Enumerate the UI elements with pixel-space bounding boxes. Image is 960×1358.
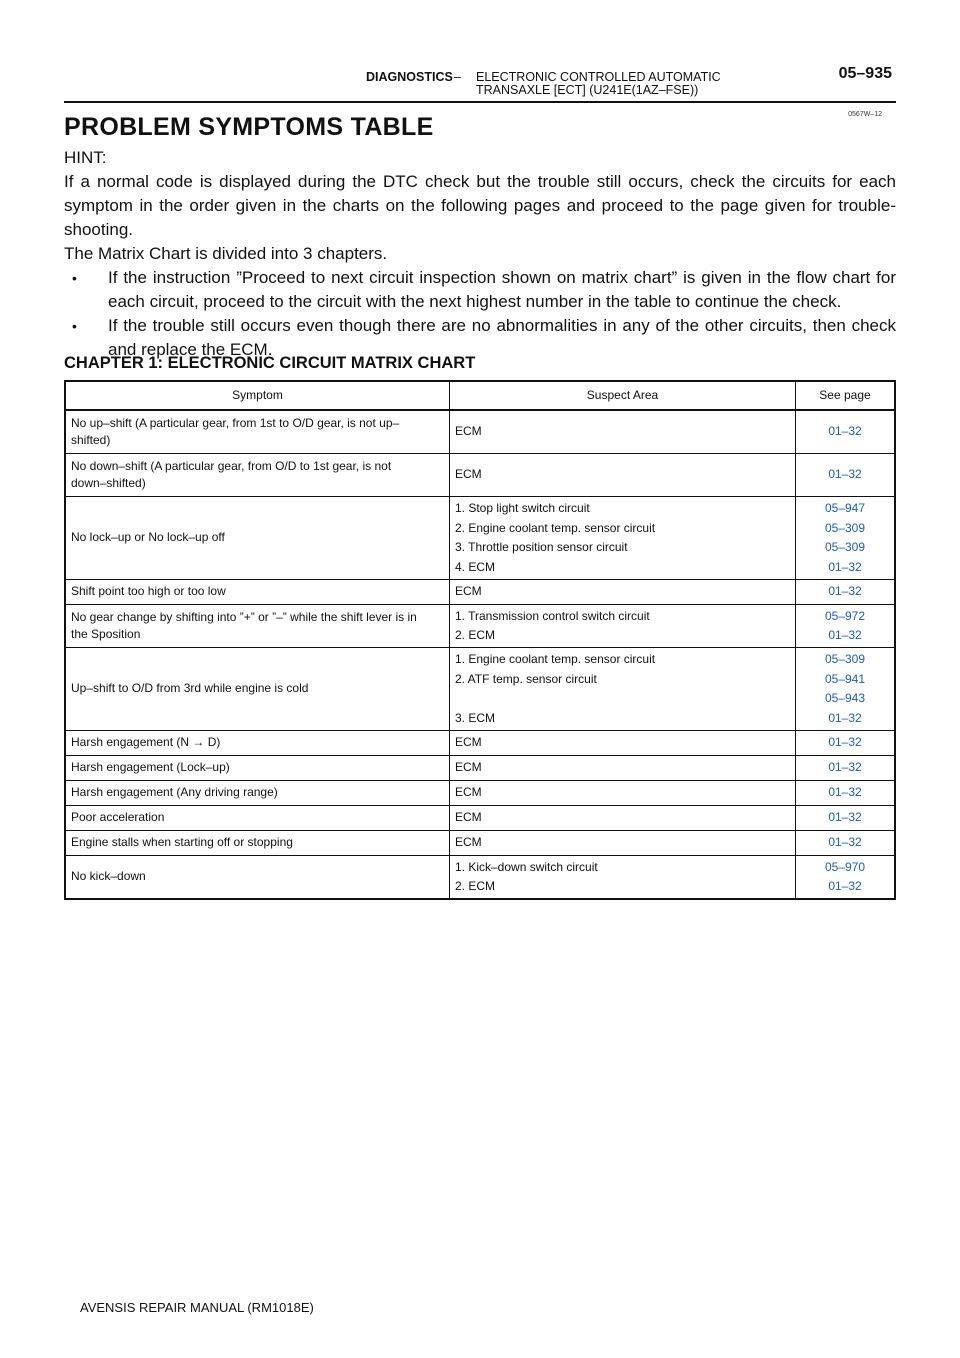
see-page-cell — [796, 454, 896, 497]
see-page-cell — [796, 806, 896, 831]
table-row — [65, 731, 895, 756]
bullet-icon: • — [72, 318, 77, 334]
see-page-cell — [796, 580, 896, 605]
page-reference-link[interactable]: 05–943 — [824, 691, 866, 705]
page-reference-link[interactable]: 01–32 — [828, 559, 862, 574]
symptom-text: shifted) — [71, 433, 111, 447]
suspect-area-text: ECM — [455, 467, 482, 482]
symptom-text: No lock–up or No lock–up off — [71, 530, 225, 545]
suspect-area-text: 3. ECM — [455, 710, 496, 725]
suspect-area-cell — [450, 605, 796, 648]
suspect-area-text: 3. Throttle position sensor circuit — [455, 540, 628, 554]
page-reference-link[interactable]: 05–941 — [824, 671, 866, 686]
suspect-area-cell — [450, 580, 796, 605]
symptom-cell — [65, 756, 450, 781]
suspect-area-text: ECM — [455, 785, 482, 800]
symptom-text: down–shifted) — [71, 476, 146, 490]
page-reference-link[interactable]: 01–32 — [828, 810, 862, 825]
symptom-cell — [65, 410, 450, 454]
suspect-area-cell — [450, 831, 796, 856]
page-footer: AVENSIS REPAIR MANUAL (RM1018E) — [80, 1300, 314, 1315]
see-page-cell — [796, 831, 896, 856]
symptom-text: Engine stalls when starting off or stopping — [71, 835, 293, 850]
matrix-intro: The Matrix Chart is divided into 3 chapters. — [64, 244, 388, 263]
symptom-text: Harsh engagement (Any driving range) — [71, 785, 278, 800]
table-row — [65, 648, 895, 731]
see-page-cell — [796, 731, 896, 756]
suspect-area-text: 4. ECM — [455, 559, 496, 574]
suspect-area-text: 2. ATF temp. sensor circuit — [455, 671, 597, 686]
symptom-cell — [65, 605, 450, 648]
symptom-cell — [65, 648, 450, 731]
header-dash: – — [454, 70, 461, 84]
page-reference-link[interactable]: 05–947 — [824, 501, 866, 515]
page-reference-link[interactable]: 05–970 — [824, 859, 866, 874]
column-header-suspect-area: Suspect Area — [450, 381, 796, 410]
suspect-area-text — [455, 689, 790, 709]
page-reference-link[interactable]: 01–32 — [828, 467, 862, 482]
symptom-text: No gear change by shifting into ”+” or ”–” while the shift lever is in — [71, 609, 417, 624]
symptom-text: No down–shift (A particular gear, from O/D to 1st gear, is not — [71, 458, 392, 473]
suspect-area-text: ECM — [455, 424, 482, 439]
suspect-area-text: ECM — [455, 810, 482, 825]
see-page-cell — [796, 856, 896, 900]
header-section: DIAGNOSTICS — [366, 70, 453, 84]
bullet-text: If the trouble still occurs even though there are no abnormalities in any of the other circuits, then check and replace the ECM. — [108, 316, 896, 359]
suspect-area-text: 2. ECM — [455, 879, 496, 893]
symptom-text: Shift point too high or too low — [71, 584, 226, 599]
see-page-cell — [796, 605, 896, 648]
page-reference-link[interactable]: 05–309 — [824, 652, 866, 666]
header-page-number: 05–935 — [838, 65, 892, 82]
suspect-area-text: 1. Engine coolant temp. sensor circuit — [455, 652, 656, 666]
suspect-area-text: ECM — [455, 835, 482, 850]
page-header — [64, 64, 896, 102]
page-reference-link[interactable]: 01–32 — [828, 760, 862, 775]
table-row — [65, 856, 895, 900]
table-row — [65, 454, 895, 497]
suspect-area-text: 2. Engine coolant temp. sensor circuit — [455, 520, 656, 535]
page-reference-link[interactable]: 01–32 — [828, 785, 862, 800]
suspect-area-text: ECM — [455, 584, 482, 599]
table-row — [65, 781, 895, 806]
suspect-area-cell — [450, 497, 796, 580]
suspect-area-cell — [450, 756, 796, 781]
page-reference-link[interactable]: 01–32 — [828, 424, 862, 439]
symptom-text: Harsh engagement (Lock–up) — [71, 760, 230, 775]
suspect-area-cell — [450, 856, 796, 900]
page-reference-link[interactable]: 01–32 — [828, 735, 862, 750]
symptom-cell — [65, 781, 450, 806]
see-page-cell — [796, 781, 896, 806]
bullet-list — [64, 266, 896, 362]
suspect-area-cell — [450, 806, 796, 831]
column-header-see-page: See page — [796, 381, 896, 410]
matrix-table — [64, 380, 896, 900]
suspect-area-cell — [450, 731, 796, 756]
page-reference-link[interactable]: 01–32 — [828, 584, 862, 599]
chapter-title: CHAPTER 1: ELECTRONIC CIRCUIT MATRIX CHART — [64, 354, 476, 372]
page-reference-link[interactable]: 01–32 — [828, 879, 862, 893]
suspect-area-text: 2. ECM — [455, 628, 496, 642]
table-row — [65, 580, 895, 605]
hint-label: HINT: — [64, 148, 107, 167]
bullet-icon: • — [72, 270, 77, 286]
page-reference-link[interactable]: 05–309 — [824, 520, 866, 535]
bullet-text: If the instruction ”Proceed to next circuit inspection shown on matrix chart” is given in the flow chart for each circuit, proceed to the circuit with the next highest number in the table to continue the check. — [108, 268, 896, 311]
symptom-cell — [65, 831, 450, 856]
see-page-cell — [796, 497, 896, 580]
hint-text: If a normal code is displayed during the DTC check but the trouble still occurs, check the circuits for each symptom in the order given in the charts on the following pages and proceed to the page given for trouble-shooting. — [64, 172, 896, 239]
suspect-area-text: 1. Transmission control switch circuit — [455, 608, 650, 623]
symptom-cell — [65, 856, 450, 900]
symptom-text: No kick–down — [71, 869, 146, 884]
symptom-cell — [65, 454, 450, 497]
symptom-cell — [65, 580, 450, 605]
table-row — [65, 756, 895, 781]
table-row — [65, 410, 895, 454]
table-row — [65, 806, 895, 831]
symptom-cell — [65, 806, 450, 831]
header-rule — [64, 101, 896, 103]
document-id: 0567W–12 — [848, 111, 882, 118]
page-reference-link[interactable]: 01–32 — [828, 835, 862, 850]
symptom-text: Poor acceleration — [71, 810, 165, 825]
table-row — [65, 831, 895, 856]
symptom-text: the Sposition — [71, 627, 141, 641]
column-header-symptom: Symptom — [65, 381, 450, 410]
suspect-area-text: 1. Stop light switch circuit — [455, 501, 590, 515]
table-body — [65, 410, 895, 899]
symptom-text: No up–shift (A particular gear, from 1st to O/D gear, is not up– — [71, 415, 400, 430]
table-header-row — [65, 381, 895, 410]
header-title-line2: TRANSAXLE [ECT] (U241E(1AZ–FSE)) — [476, 83, 699, 97]
symptom-cell — [65, 731, 450, 756]
page-reference-link[interactable]: 05–972 — [824, 608, 866, 623]
suspect-area-text: 1. Kick–down switch circuit — [455, 859, 598, 874]
table-row — [65, 605, 895, 648]
table-row — [65, 497, 895, 580]
see-page-cell — [796, 756, 896, 781]
symptom-cell — [65, 497, 450, 580]
suspect-area-cell — [450, 781, 796, 806]
see-page-cell — [796, 410, 896, 454]
suspect-area-cell — [450, 454, 796, 497]
suspect-area-text: ECM — [455, 760, 482, 775]
see-page-cell — [796, 648, 896, 731]
page-reference-link[interactable]: 01–32 — [828, 628, 862, 642]
list-item — [64, 266, 896, 314]
symptom-text: Harsh engagement (N → D) — [71, 735, 221, 750]
page-title: PROBLEM SYMPTOMS TABLE — [64, 113, 434, 141]
symptom-text: Up–shift to O/D from 3rd while engine is cold — [71, 681, 309, 696]
page-reference-link[interactable]: 05–309 — [824, 540, 866, 554]
suspect-area-cell — [450, 648, 796, 731]
page-reference-link[interactable]: 01–32 — [828, 710, 862, 725]
suspect-area-text: ECM — [455, 735, 482, 750]
suspect-area-cell — [450, 410, 796, 454]
header-title-line1: ELECTRONIC CONTROLLED AUTOMATIC — [476, 70, 721, 84]
